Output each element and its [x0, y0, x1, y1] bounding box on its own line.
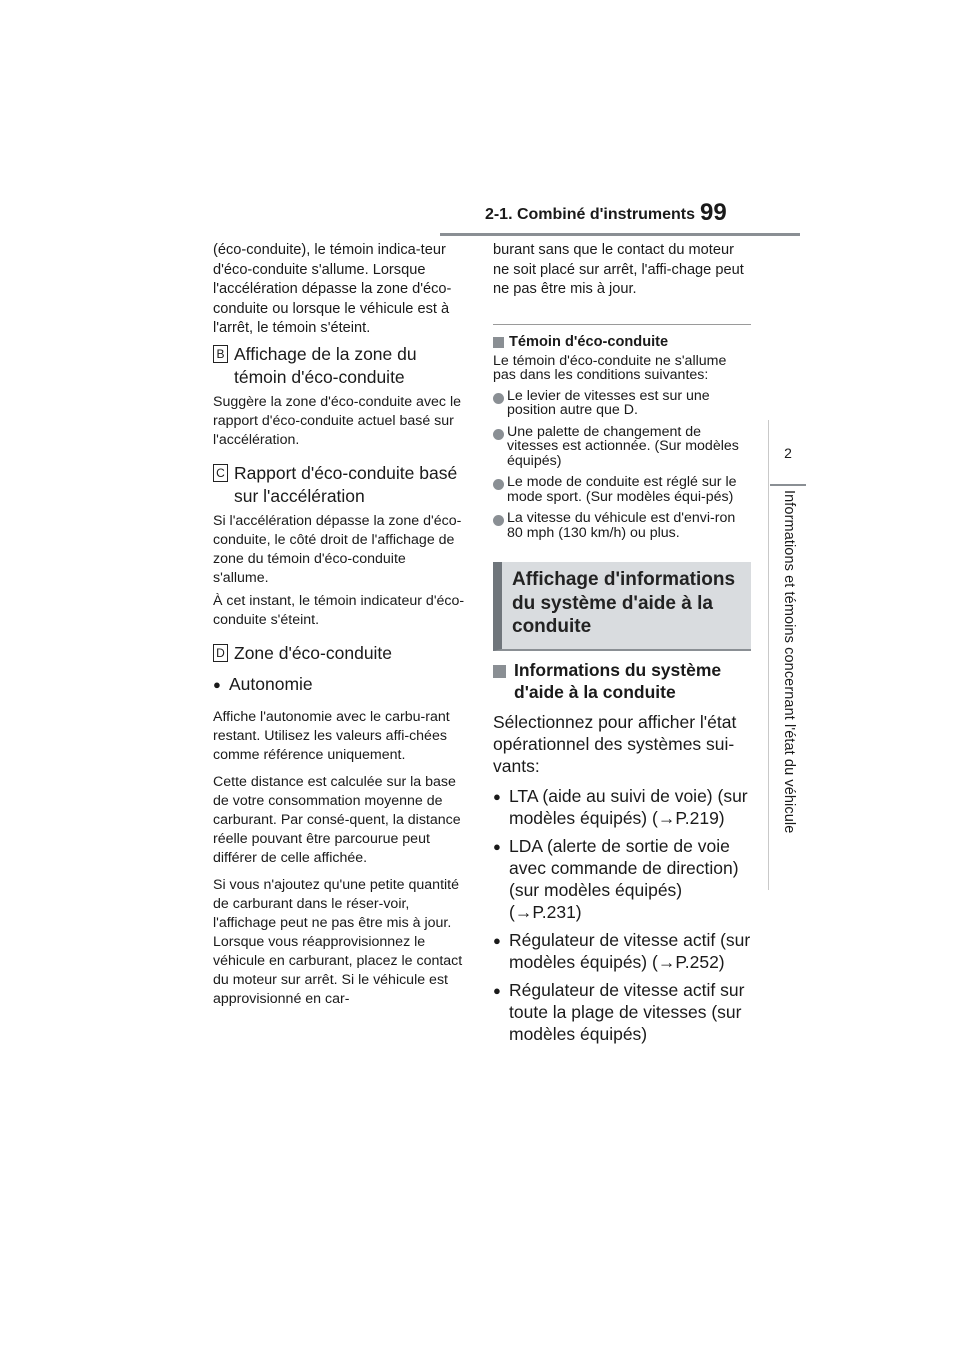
- left-column: [213, 241, 465, 1009]
- section-divider: [493, 324, 751, 325]
- list-item: [493, 929, 751, 973]
- system-item: LDA (alerte de sortie de voie avec commande de direction) (sur modèles équipés) (→P.231): [509, 835, 739, 922]
- side-tab-number: 2: [784, 445, 792, 461]
- eco-condition: Une palette de changement de vitesses est actionnée. (Sur modèles équipés): [507, 423, 739, 469]
- circle-bullet-icon: [493, 515, 504, 526]
- autonomie-title: Autonomie: [229, 673, 313, 694]
- intro-paragraph: (éco-conduite), le témoin indica-teur d'éco-conduite s'allume. Lorsque l'accélération dépasse la zone d'éco-conduite ou lorsque le véhicule est à l'arrêt, le témoin s'éteint.: [213, 242, 452, 336]
- section-title-box: Affichage d'informations du système d'aide à la conduite: [493, 562, 751, 651]
- list-item: [493, 425, 751, 469]
- bullet-icon: ●: [213, 676, 221, 692]
- driving-assist-heading: [493, 659, 751, 703]
- bullet-icon: ●: [493, 838, 501, 854]
- system-item: Régulateur de vitesse actif sur toute la plage de vitesses (sur modèles équipés): [509, 979, 745, 1044]
- header-rule: [440, 233, 800, 236]
- autonomie-paragraph-1: Affiche l'autonomie avec le carbu-rant restant. Utilisez les valeurs affi-chées comme référence uniquement.: [213, 708, 450, 763]
- item-c-text-2: À cet instant, le témoin indicateur d'éco-conduite s'éteint.: [213, 592, 465, 628]
- eco-condition: La vitesse du véhicule est d'envi-ron 80 mph (130 km/h) ou plus.: [507, 510, 736, 541]
- side-tab-text: Informations et témoins concernant l'état du véhicule: [781, 490, 797, 834]
- section-title: 2-1. Combiné d'instruments: [484, 206, 695, 223]
- square-bullet-icon: [493, 665, 506, 678]
- item-b-title: Affichage de la zone du témoin d'éco-conduite: [234, 343, 417, 387]
- item-d: [213, 642, 465, 665]
- bullet-icon: ●: [493, 788, 501, 804]
- right-column: [493, 241, 751, 1045]
- item-c-text-1: Si l'accélération dépasse la zone d'éco-conduite, le côté droit de l'affichage de zone du témoin d'éco-conduite s'allume.: [213, 512, 462, 586]
- system-item: LTA (aide au suivi de voie) (sur modèles équipés) (→P.219): [509, 785, 748, 828]
- square-bullet-icon: [493, 337, 504, 348]
- bullet-icon: ●: [493, 982, 501, 998]
- list-item: [493, 785, 751, 829]
- list-item: [493, 389, 751, 418]
- circle-bullet-icon: [493, 393, 504, 404]
- label-d-badge: D: [213, 644, 228, 662]
- list-item: [493, 835, 751, 923]
- system-item: Régulateur de vitesse actif (sur modèles équipés) (→P.252): [509, 929, 751, 972]
- list-item: [493, 475, 751, 504]
- list-item: [493, 511, 751, 540]
- driving-assist-title: Informations du système d'aide à la conduite: [514, 659, 722, 702]
- autonomie-paragraph-3: Si vous n'ajoutez qu'une petite quantité de carburant dans le réser-voir, l'affichage peut ne pas être mis à jour. Lorsque vous réapprovisionnez le véhicule en carburant, placez le contact du moteur sur arrêt. Si le véhicule est approvisionné en car-: [213, 876, 463, 1007]
- eco-condition: Le mode de conduite est réglé sur le mode sport. (Sur modèles équi-pés): [507, 474, 737, 505]
- list-item: [493, 979, 751, 1045]
- item-b-text: Suggère la zone d'éco-conduite avec le rapport d'éco-conduite actuel basé sur l'accélération.: [213, 393, 462, 448]
- circle-bullet-icon: [493, 429, 504, 440]
- eco-indicator-text: Le témoin d'éco-conduite ne s'allume pas dans les conditions suivantes:: [493, 352, 727, 383]
- circle-bullet-icon: [493, 479, 504, 490]
- label-c-badge: C: [213, 464, 228, 482]
- autonomie-paragraph-2: Cette distance est calculée sur la base de votre consommation moyenne de carburant. Par consé-quent, la distance réelle pouvant être parcourue peut différer de celle affichée.: [213, 773, 461, 866]
- page-number: 99: [700, 199, 727, 226]
- eco-condition: Le levier de vitesses est sur une position autre que D.: [507, 387, 710, 418]
- item-c-title: Rapport d'éco-conduite basé sur l'accélération: [234, 462, 458, 506]
- eco-indicator-title: Témoin d'éco-conduite: [509, 333, 669, 350]
- driving-assist-text: Sélectionnez pour afficher l'état opérationnel des systèmes sui-vants:: [493, 711, 737, 776]
- bullet-icon: ●: [493, 932, 501, 948]
- item-d-title: Zone d'éco-conduite: [234, 642, 393, 663]
- eco-indicator-heading: [493, 333, 751, 352]
- side-tab-rail: [768, 420, 769, 890]
- label-b-badge: B: [213, 345, 228, 363]
- autonomie-heading: [213, 673, 465, 696]
- continued-paragraph: burant sans que le contact du moteur ne soit placé sur arrêt, l'affi-chage peut ne pas être mis à jour.: [493, 242, 744, 297]
- item-b: [213, 343, 465, 389]
- item-c: [213, 462, 465, 508]
